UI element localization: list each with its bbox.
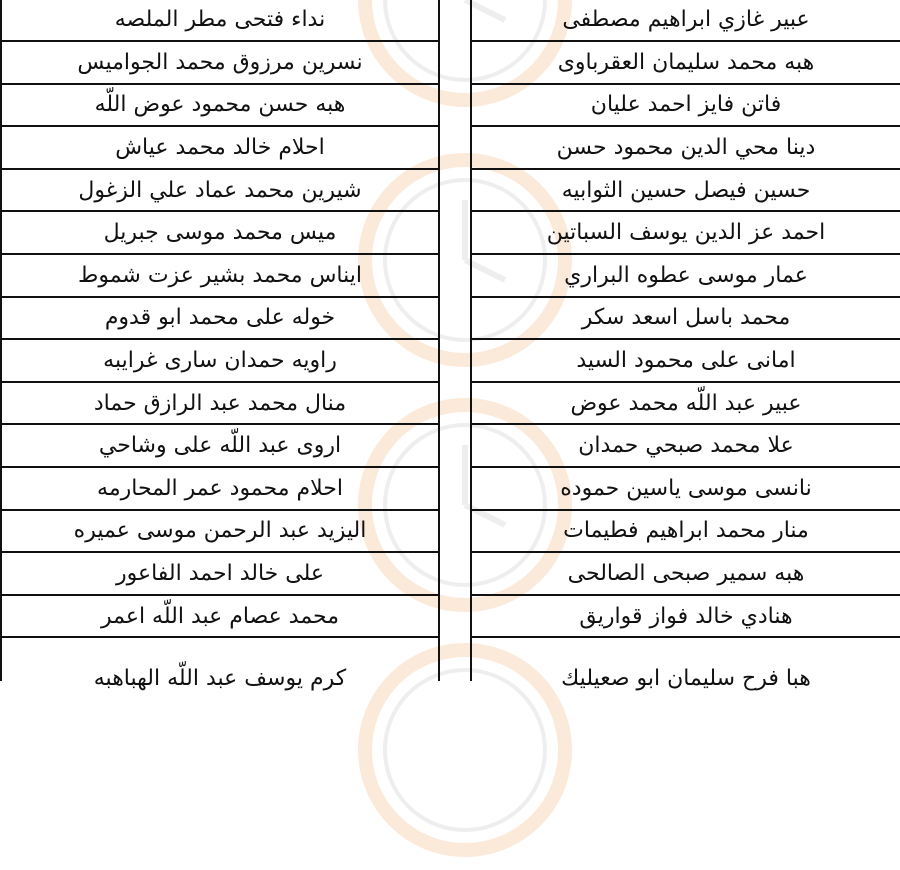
name-cell: محمد عصام عبد اللّه اعمر: [100, 603, 340, 629]
table-row: [470, 127, 900, 170]
name-cell: عبير غازي ابراهيم مصطفى: [562, 7, 810, 32]
table-row: [470, 85, 900, 128]
table-row: [0, 638, 440, 692]
name-cell: نداء فتحى مطر الملصه: [114, 7, 326, 32]
table-row: [470, 0, 900, 42]
name-cell: احلام خالد محمد عياش: [115, 134, 325, 160]
table-row: [0, 511, 440, 554]
table-row: [0, 340, 440, 383]
table-row: [470, 170, 900, 213]
table-row: [470, 468, 900, 511]
name-cell: محمد باسل اسعد سكر: [581, 305, 791, 331]
table-row: [470, 42, 900, 85]
table-row: [0, 0, 440, 42]
name-cell: اروى عبد اللّه على وشاحي: [98, 433, 342, 459]
name-cell: امانى على محمود السيد: [576, 347, 796, 373]
name-cell: خوله على محمد ابو قدوم: [104, 305, 336, 331]
name-cell: منال محمد عبد الرازق حماد: [93, 390, 347, 416]
table-row: [0, 212, 440, 255]
table-row: [0, 42, 440, 85]
table-row: [470, 638, 900, 692]
name-cell: اليزيد عبد الرحمن موسى عميره: [73, 518, 367, 544]
name-cell: هبه سمير صبحى الصالحى: [567, 560, 805, 586]
table-row: [470, 255, 900, 298]
table-row: [0, 596, 440, 639]
table-row: [470, 298, 900, 341]
table-row: [0, 170, 440, 213]
name-cell: علا محمد صبحي حمدان: [578, 433, 794, 459]
name-cell: حسين فيصل حسين الثوابيه: [561, 177, 811, 203]
name-cell: ايناس محمد بشير عزت شموط: [77, 262, 363, 288]
table-row: [0, 85, 440, 128]
name-cell: عبير عبد اللّه محمد عوض: [570, 390, 802, 416]
table-row: [0, 127, 440, 170]
name-cell: نسرين مرزوق محمد الجواميس: [77, 49, 363, 75]
table-row: [470, 340, 900, 383]
table-row: [470, 212, 900, 255]
table-row: [470, 383, 900, 426]
name-cell: عمار موسى عطوه البراري: [564, 262, 808, 288]
name-cell: منار محمد ابراهيم فطيمات: [563, 518, 809, 544]
table-row: [0, 298, 440, 341]
name-cell: على خالد احمد الفاعور: [115, 560, 325, 586]
table-row: [470, 511, 900, 554]
table-row: [470, 596, 900, 639]
table-row: [0, 468, 440, 511]
table-row: [0, 383, 440, 426]
name-cell: دينا محي الدين محمود حسن: [556, 134, 816, 160]
name-cell: هبا فرح سليمان ابو صعيليك: [561, 666, 811, 692]
name-cell: هنادي خالد فواز قواريق: [579, 603, 793, 629]
name-cell: ميس محمد موسى جبريل: [103, 220, 337, 246]
table-row: [470, 425, 900, 468]
table-row: [0, 553, 440, 596]
name-cell: شيرين محمد عماد علي الزغول: [78, 177, 362, 203]
table-row: [0, 425, 440, 468]
names-table-left-column: [0, 0, 432, 692]
name-cell: فاتن فايز احمد عليان: [590, 92, 782, 118]
name-cell: احلام محمود عمر المحارمه: [97, 475, 343, 501]
name-cell: هبه حسن محمود عوض اللّه: [94, 92, 346, 118]
names-table-right-column: [470, 0, 900, 692]
name-cell: كرم يوسف عبد اللّه الهباهبه: [93, 666, 347, 692]
name-cell: احمد عز الدين يوسف السباتين: [546, 220, 826, 246]
table-row: [470, 553, 900, 596]
name-cell: هبه محمد سليمان العقرباوى: [557, 49, 815, 75]
name-cell: نانسى موسى ياسين حموده: [560, 475, 812, 501]
name-cell: راويه حمدان سارى غرايبه: [103, 347, 337, 373]
table-row: [0, 255, 440, 298]
